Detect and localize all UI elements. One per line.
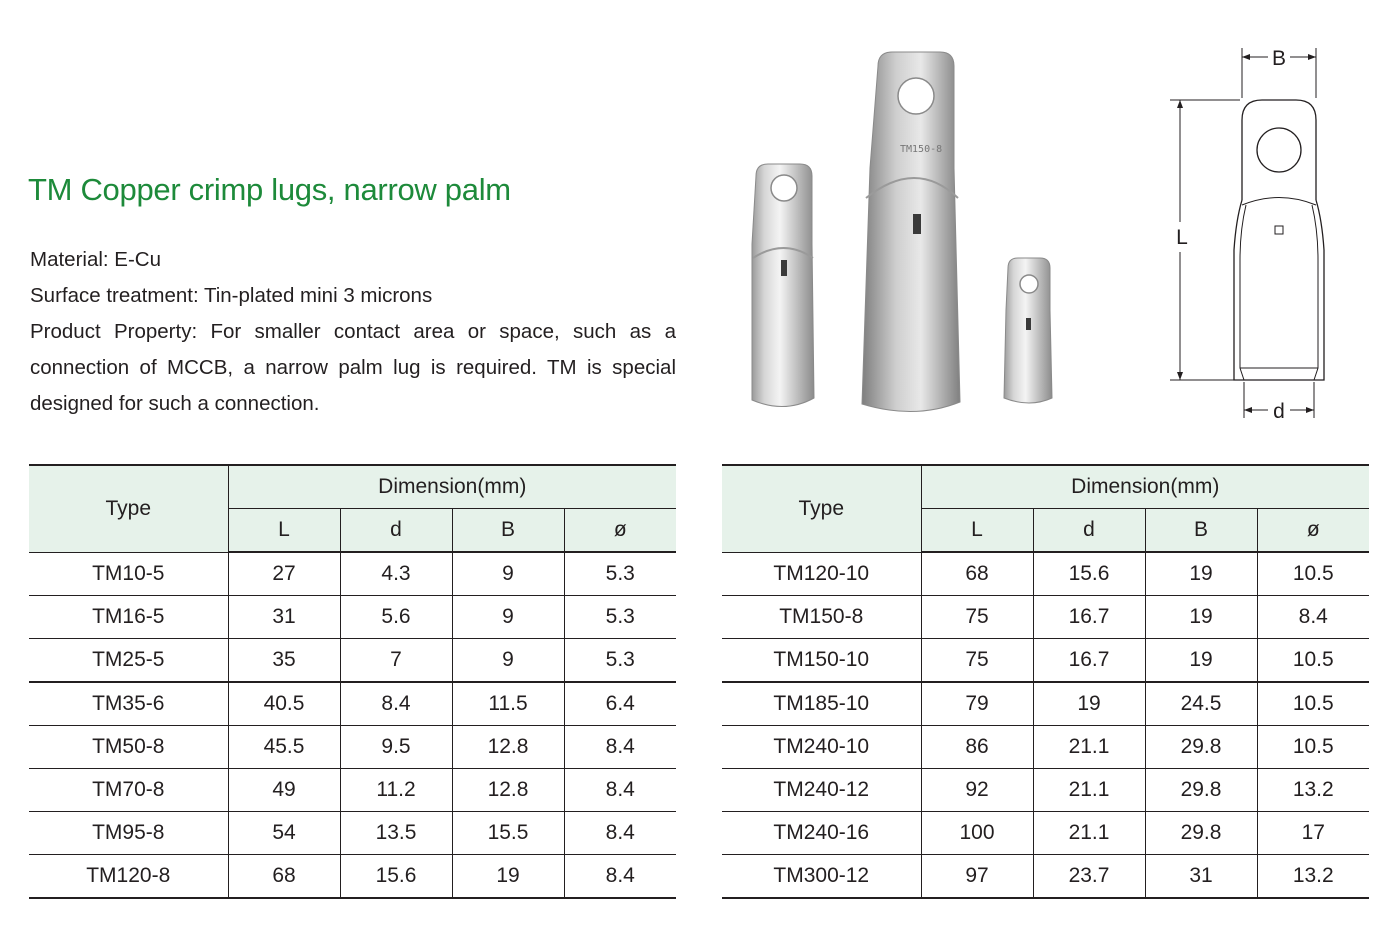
table-row [722, 552, 1369, 596]
cell-d: 5.6 [340, 596, 452, 639]
table-row [722, 812, 1369, 855]
cell-type: TM10-5 [29, 552, 228, 596]
product-description [30, 242, 676, 422]
cell-l: 27 [228, 552, 340, 596]
lug-small [1004, 258, 1052, 403]
material-line: Material: E-Cu [30, 248, 162, 271]
cell-b: 19 [1145, 639, 1257, 683]
cell-diameter: 8.4 [564, 769, 676, 812]
cell-d: 7 [340, 639, 452, 683]
cell-type: TM120-8 [29, 855, 228, 899]
table-row [29, 682, 676, 726]
col-header-d: d [340, 509, 452, 553]
table-row [722, 769, 1369, 812]
cell-l: 35 [228, 639, 340, 683]
cell-diameter: 8.4 [564, 855, 676, 899]
table-row [29, 726, 676, 769]
cell-diameter: 6.4 [564, 682, 676, 726]
table-row [722, 639, 1369, 683]
cell-type: TM70-8 [29, 769, 228, 812]
cell-type: TM240-12 [722, 769, 921, 812]
cell-type: TM300-12 [722, 855, 921, 899]
property-line-2: connection of MCCB, a narrow palm lug is required. TM is special [30, 356, 676, 379]
cell-type: TM185-10 [722, 682, 921, 726]
cell-type: TM120-10 [722, 552, 921, 596]
cell-l: 45.5 [228, 726, 340, 769]
cell-type: TM150-10 [722, 639, 921, 683]
cell-type: TM16-5 [29, 596, 228, 639]
cell-type: TM35-6 [29, 682, 228, 726]
cell-b: 31 [1145, 855, 1257, 899]
cell-diameter: 13.2 [1257, 769, 1369, 812]
cell-diameter: 8.4 [1257, 596, 1369, 639]
property-line-1: Product Property: For smaller contact area or space, such as a [30, 320, 676, 343]
cell-diameter: 8.4 [564, 726, 676, 769]
cell-l: 97 [921, 855, 1033, 899]
technical-drawing [1160, 40, 1360, 425]
cell-l: 92 [921, 769, 1033, 812]
table-row [722, 855, 1369, 899]
cell-l: 54 [228, 812, 340, 855]
cell-type: TM95-8 [29, 812, 228, 855]
col-header-b: B [1145, 509, 1257, 553]
cell-diameter: 10.5 [1257, 682, 1369, 726]
col-header-diameter: ø [564, 509, 676, 553]
table-row [722, 726, 1369, 769]
cell-d: 21.1 [1033, 812, 1145, 855]
col-header-d: d [1033, 509, 1145, 553]
cell-d: 23.7 [1033, 855, 1145, 899]
cell-diameter: 13.2 [1257, 855, 1369, 899]
cell-b: 12.8 [452, 769, 564, 812]
col-header-l: L [921, 509, 1033, 553]
cell-d: 9.5 [340, 726, 452, 769]
cell-l: 75 [921, 596, 1033, 639]
cell-d: 19 [1033, 682, 1145, 726]
cell-diameter: 10.5 [1257, 639, 1369, 683]
cell-l: 79 [921, 682, 1033, 726]
cell-diameter: 10.5 [1257, 726, 1369, 769]
dimension-label-l: L [1176, 226, 1188, 249]
cell-b: 9 [452, 639, 564, 683]
cell-b: 15.5 [452, 812, 564, 855]
page-title: TM Copper crimp lugs, narrow palm [28, 172, 511, 207]
cell-type: TM240-10 [722, 726, 921, 769]
dimension-header: Dimension(mm) [921, 465, 1369, 509]
table-row [29, 596, 676, 639]
dimension-header: Dimension(mm) [228, 465, 676, 509]
cell-b: 12.8 [452, 726, 564, 769]
cell-diameter: 8.4 [564, 812, 676, 855]
cell-b: 11.5 [452, 682, 564, 726]
cell-l: 75 [921, 639, 1033, 683]
col-header-diameter: ø [1257, 509, 1369, 553]
cell-d: 21.1 [1033, 769, 1145, 812]
cell-b: 29.8 [1145, 812, 1257, 855]
cell-type: TM25-5 [29, 639, 228, 683]
cell-d: 15.6 [1033, 552, 1145, 596]
cell-d: 11.2 [340, 769, 452, 812]
product-photo-lugs [740, 48, 1060, 420]
table-row [29, 639, 676, 683]
cell-d: 15.6 [340, 855, 452, 899]
cell-b: 9 [452, 552, 564, 596]
type-header: Type [722, 465, 921, 552]
cell-b: 29.8 [1145, 769, 1257, 812]
property-line-3: designed for such a connection. [30, 392, 320, 415]
cell-d: 21.1 [1033, 726, 1145, 769]
lug-medium [752, 164, 814, 407]
cell-b: 29.8 [1145, 726, 1257, 769]
cell-diameter: 5.3 [564, 639, 676, 683]
table-row [722, 596, 1369, 639]
table-row [29, 552, 676, 596]
cell-type: TM50-8 [29, 726, 228, 769]
cell-diameter: 5.3 [564, 552, 676, 596]
cell-l: 49 [228, 769, 340, 812]
cell-d: 16.7 [1033, 596, 1145, 639]
cell-l: 68 [228, 855, 340, 899]
cell-d: 8.4 [340, 682, 452, 726]
type-header: Type [29, 465, 228, 552]
cell-d: 4.3 [340, 552, 452, 596]
cell-b: 19 [1145, 552, 1257, 596]
col-header-l: L [228, 509, 340, 553]
dimension-label-d: d [1273, 400, 1285, 423]
lug-large [862, 52, 960, 412]
cell-l: 40.5 [228, 682, 340, 726]
cell-type: TM240-16 [722, 812, 921, 855]
svg-text:TM150-8: TM150-8 [900, 144, 943, 155]
cell-d: 13.5 [340, 812, 452, 855]
cell-l: 86 [921, 726, 1033, 769]
cell-b: 19 [1145, 596, 1257, 639]
dimension-label-b: B [1271, 47, 1287, 70]
spec-table-right [722, 464, 1369, 899]
cell-b: 9 [452, 596, 564, 639]
cell-diameter: 5.3 [564, 596, 676, 639]
table-row [722, 682, 1369, 726]
spec-table-left [29, 464, 676, 899]
cell-b: 19 [452, 855, 564, 899]
table-row [29, 855, 676, 899]
cell-l: 68 [921, 552, 1033, 596]
cell-d: 16.7 [1033, 639, 1145, 683]
col-header-b: B [452, 509, 564, 553]
surface-line: Surface treatment: Tin-plated mini 3 microns [30, 284, 433, 307]
table-row [29, 812, 676, 855]
cell-type: TM150-8 [722, 596, 921, 639]
cell-diameter: 17 [1257, 812, 1369, 855]
cell-l: 31 [228, 596, 340, 639]
cell-l: 100 [921, 812, 1033, 855]
cell-b: 24.5 [1145, 682, 1257, 726]
table-row [29, 769, 676, 812]
cell-diameter: 10.5 [1257, 552, 1369, 596]
